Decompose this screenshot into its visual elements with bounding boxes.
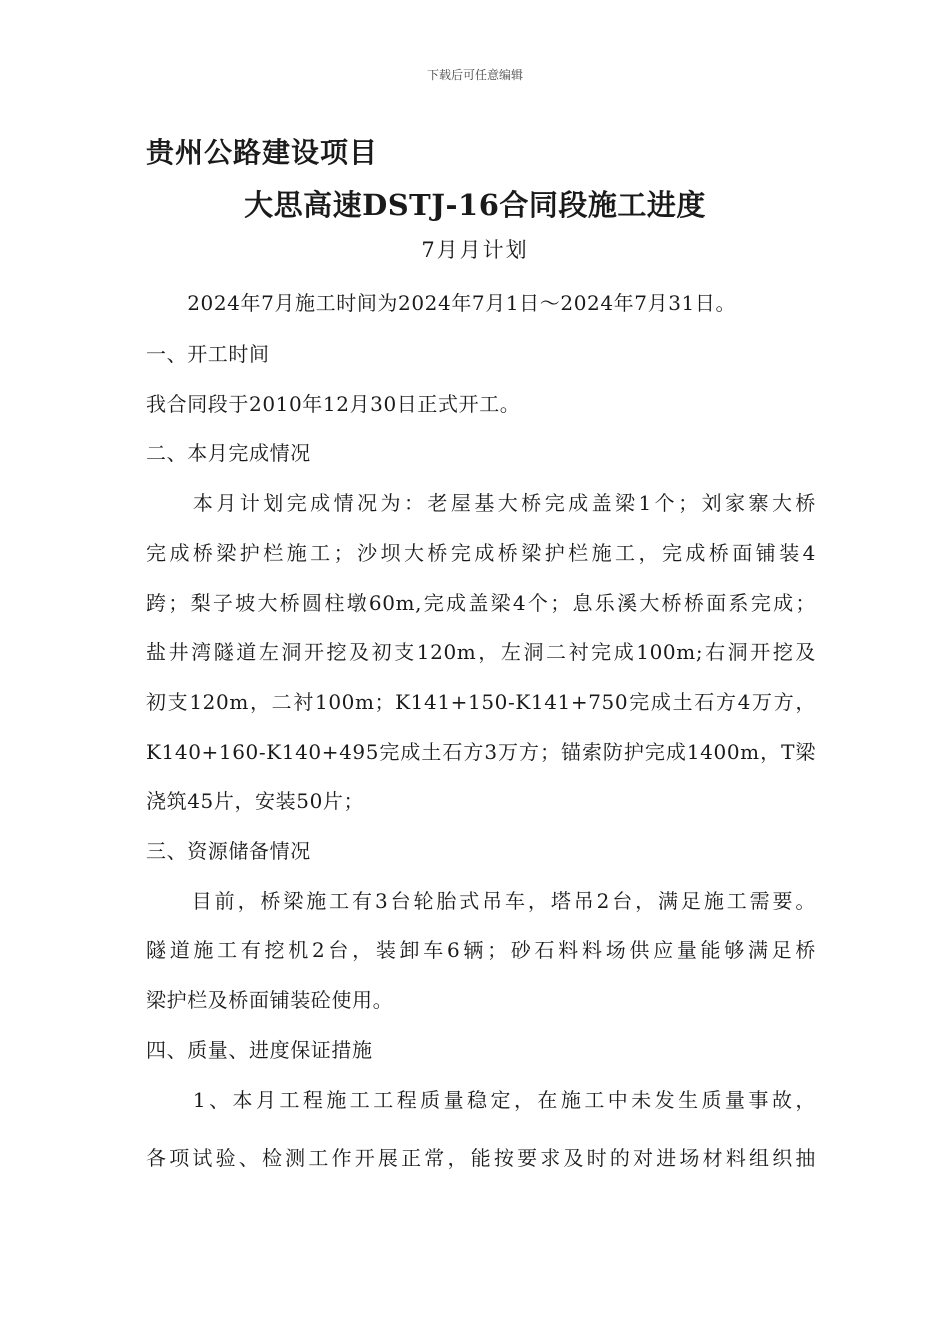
text-line: 跨；梨子坡大桥圆柱墩60m,完成盖梁4个；息乐溪大桥桥面系完成； xyxy=(146,591,816,615)
text-line: 目前，桥梁施工有3台轮胎式吊车，塔吊2台，满足施工需要。 xyxy=(146,889,816,913)
text-line: 盐井湾隧道左洞开挖及初支120m，左洞二衬完成100m;右洞开挖及 xyxy=(146,640,816,664)
project-org-title: 贵州公路建设项目 xyxy=(146,136,379,169)
document-title: 大思高速DSTJ-16合同段施工进度 xyxy=(244,188,706,222)
section-heading: 二、本月完成情况 xyxy=(146,441,311,465)
header-note: 下载后可任意编辑 xyxy=(426,68,523,82)
text-line: 各项试验、检测工作开展正常，能按要求及时的对进场材料组织抽 xyxy=(146,1146,816,1170)
text-line: 1、本月工程施工工程质量稳定，在施工中未发生质量事故， xyxy=(146,1088,816,1112)
section-heading: 一、开工时间 xyxy=(146,342,270,366)
text-line: 我合同段于2010年12月30日正式开工。 xyxy=(146,392,521,416)
text-line: 初支120m，二衬100m；K141+150-K141+750完成土石方4万方， xyxy=(146,690,816,714)
section-heading: 三、资源储备情况 xyxy=(146,839,311,863)
text-line: 浇筑45片，安装50片； xyxy=(146,789,365,813)
text-line: 梁护栏及桥面铺装砼使用。 xyxy=(146,988,394,1012)
text-line: 2024年7月施工时间为2024年7月1日～2024年7月31日。 xyxy=(146,291,737,315)
text-line: 隧道施工有挖机2台，装卸车6辆；砂石料料场供应量能够满足桥 xyxy=(146,938,816,962)
text-line: 本月计划完成情况为：老屋基大桥完成盖梁1个；刘家寨大桥 xyxy=(146,491,816,515)
document-subtitle: 7月月计划 xyxy=(421,238,529,262)
section-heading: 四、质量、进度保证措施 xyxy=(146,1038,373,1062)
text-line: 完成桥梁护栏施工；沙坝大桥完成桥梁护栏施工，完成桥面铺装4 xyxy=(146,541,816,565)
text-line: K140+160-K140+495完成土石方3万方；锚索防护完成1400m，T梁 xyxy=(146,740,816,764)
